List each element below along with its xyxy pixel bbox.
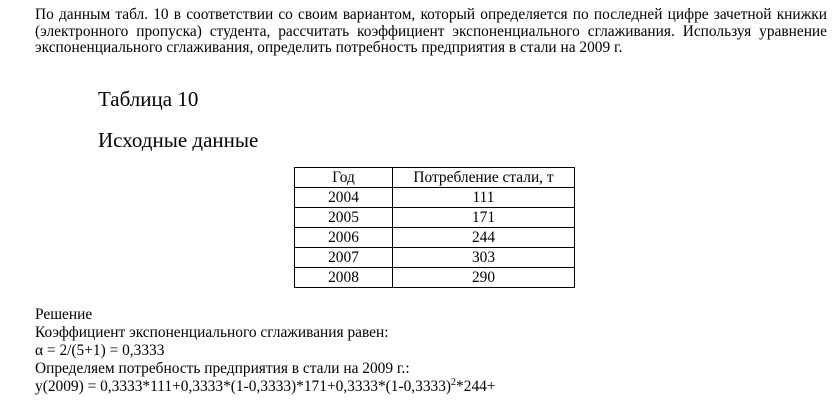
solution-forecast-formula — [35, 378, 496, 396]
table-row — [295, 188, 575, 208]
solution-coefficient-label: Коэффициент экспоненциального сглаживания равен: — [35, 324, 389, 341]
table-caption: Исходные данные — [98, 128, 259, 152]
table-title: Таблица 10 — [98, 87, 199, 111]
column-header-year: Год — [295, 168, 393, 188]
solution-section — [35, 306, 496, 396]
column-header-consumption: Потребление стали, т — [393, 168, 575, 188]
task-paragraph: По данным табл. 10 в соответствии со своим вариантом, который определяется по последней цифре зачетной книжки (электронного пропуска) студента, рассчитать коэффициент экспоненциального сглаживания. Используя уравнение экспоненциального сглаживания, определить потребность предприятия в стали на 2009 г. — [35, 6, 827, 57]
formula-exponent: 2 — [451, 376, 457, 388]
consumption-cell: 111 — [393, 188, 575, 208]
consumption-cell: 244 — [393, 228, 575, 248]
year-cell: 2005 — [295, 208, 393, 228]
solution-alpha-formula: α = 2/(5+1) = 0,3333 — [35, 342, 165, 359]
formula-part-1: y(2009) = 0,3333*111+0,3333*(1-0,3333)*171+0,3333*(1-0,3333) — [35, 378, 452, 395]
table-row — [295, 248, 575, 268]
year-cell: 2006 — [295, 228, 393, 248]
year-cell: 2007 — [295, 248, 393, 268]
table-row — [295, 228, 575, 248]
table-row — [295, 208, 575, 228]
consumption-cell: 171 — [393, 208, 575, 228]
table-row — [295, 268, 575, 288]
solution-forecast-label: Определяем потребность предприятия в стали на 2009 г.: — [35, 360, 410, 377]
solution-heading: Решение — [35, 306, 93, 323]
consumption-cell: 290 — [393, 268, 575, 288]
table-header-row — [295, 168, 575, 188]
formula-part-2: *244+ — [456, 378, 496, 395]
year-cell: 2008 — [295, 268, 393, 288]
consumption-cell: 303 — [393, 248, 575, 268]
year-cell: 2004 — [295, 188, 393, 208]
steel-consumption-table — [294, 167, 575, 288]
